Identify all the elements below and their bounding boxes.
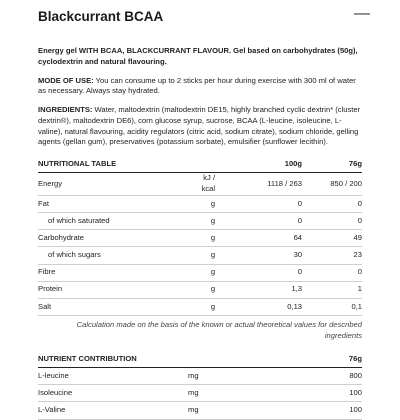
nutrient-name: Protein	[38, 281, 190, 298]
nutrient-name: Energy	[38, 173, 190, 196]
value-76g: 0,1	[302, 298, 362, 315]
value-76g: 800	[258, 368, 362, 385]
table-row	[38, 385, 362, 402]
nutrient-unit: g	[190, 264, 215, 281]
value-76g: 100	[258, 402, 362, 419]
column-header: NUTRITIONAL TABLE	[38, 156, 190, 173]
nutritional-table	[38, 156, 362, 316]
nutrient-name: Fibre	[38, 264, 190, 281]
value-76g: 100	[258, 385, 362, 402]
value-100g: 1118 / 263	[215, 173, 302, 196]
column-header: NUTRIENT CONTRIBUTION	[38, 351, 188, 368]
value-76g: 0	[302, 213, 362, 230]
value-100g: 1,3	[215, 281, 302, 298]
nutrient-unit: g	[190, 213, 215, 230]
nutrient-contribution-table	[38, 351, 362, 420]
value-100g: 0	[215, 213, 302, 230]
nutrient-name: Fat	[38, 195, 190, 212]
value-76g: 0	[302, 264, 362, 281]
nutrient-name: of which saturated	[38, 213, 190, 230]
nutrient-name: L-leucine	[38, 368, 188, 385]
table-row	[38, 213, 362, 230]
value-100g: 0,13	[215, 298, 302, 315]
table-row	[38, 402, 362, 419]
minus-icon[interactable]: —	[354, 5, 370, 22]
nutritional-table-header	[38, 156, 362, 173]
nutrient-unit: g	[190, 298, 215, 315]
product-description: Energy gel WITH BCAA, BLACKCURRANT FLAVOUR. Gel based on carbohydrates (50g), cyclodextrin and natural flavouring.	[38, 46, 358, 66]
nutrient-table-header	[38, 351, 362, 368]
table-row	[38, 247, 362, 264]
value-76g: 850 / 200	[302, 173, 362, 196]
value-76g: 23	[302, 247, 362, 264]
nutrient-name: Salt	[38, 298, 190, 315]
table-row	[38, 298, 362, 315]
table-row	[38, 368, 362, 385]
nutrient-unit: kJ / kcal	[190, 173, 215, 196]
nutrient-name: L-Valine	[38, 402, 188, 419]
value-100g: 0	[215, 264, 302, 281]
ingredients-text: Water, maltodextrin (maltodextrin DE15, highly branched cyclic dextrin* (cluster dextrin®), maltodextrin DE6), corn glucose syrup, sucrose, BCAA (L-leucine, isoleucine, L-valine), natural flavouring, acidity regulators (citric acid, sodium citrate), sodium chloride, gelling agents (gellan gum), preservatives (potassium sorbate), emulsifier (sunflower lecithin).	[38, 105, 361, 147]
table-row	[38, 173, 362, 196]
nutrient-unit: g	[190, 195, 215, 212]
mode-of-use-text: You can consume up to 2 sticks per hour during exercise with 300 ml of water as necessary. Always stay hydrated.	[38, 75, 356, 96]
column-header	[190, 156, 215, 173]
column-header	[188, 351, 258, 368]
ingredients-label: INGREDIENTS:	[38, 105, 93, 115]
nutrient-unit: mg	[188, 385, 258, 402]
table-row	[38, 195, 362, 212]
ingredients	[38, 105, 362, 148]
nutrient-unit: g	[190, 230, 215, 247]
column-header: 76g	[258, 351, 362, 368]
nutrient-name: Carbohydrate	[38, 230, 190, 247]
value-100g: 0	[215, 195, 302, 212]
product-title: Blackcurrant BCAA	[38, 9, 164, 24]
table-row	[38, 281, 362, 298]
nutrient-unit: g	[190, 281, 215, 298]
value-76g: 0	[302, 195, 362, 212]
value-76g: 1	[302, 281, 362, 298]
value-100g: 64	[215, 230, 302, 247]
nutrient-name: of which sugars	[38, 247, 190, 264]
table-row	[38, 230, 362, 247]
column-header: 76g	[302, 156, 362, 173]
mode-of-use-label: MODE OF USE:	[38, 75, 94, 85]
accordion-header[interactable]	[0, 0, 400, 34]
nutrient-unit: mg	[188, 368, 258, 385]
accordion-content	[38, 46, 362, 420]
table-row	[38, 264, 362, 281]
nutrient-name: Isoleucine	[38, 385, 188, 402]
mode-of-use	[38, 76, 362, 98]
nutrient-unit: g	[190, 247, 215, 264]
nutrient-unit: mg	[188, 402, 258, 419]
value-76g: 49	[302, 230, 362, 247]
calculation-note: Calculation made on the basis of the known or actual theoretical values for described ingredients	[76, 320, 362, 340]
value-100g: 30	[215, 247, 302, 264]
column-header: 100g	[215, 156, 302, 173]
